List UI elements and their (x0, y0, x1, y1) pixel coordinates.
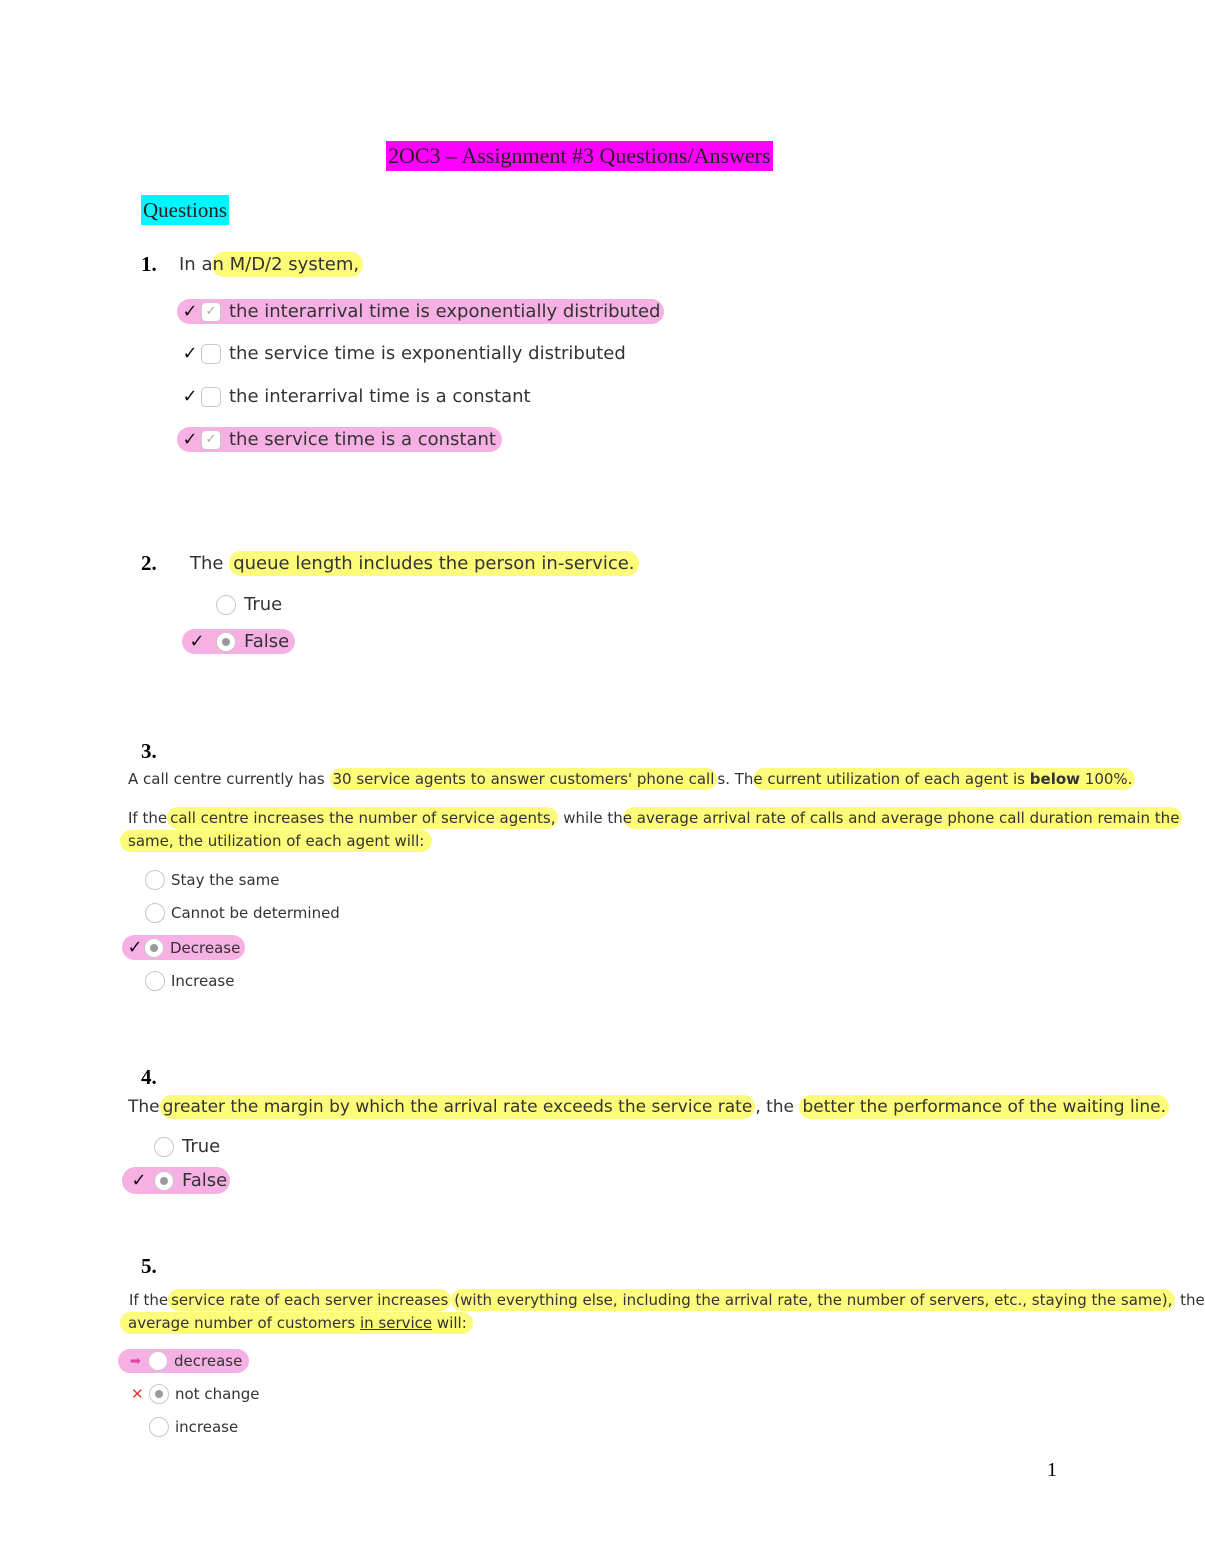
q1-stem-highlight: n M/D/2 system, (212, 252, 363, 277)
q1-option-4[interactable] (177, 427, 502, 452)
q1-number: 1. (141, 252, 157, 276)
checkbox-checked[interactable]: ✓ (201, 302, 221, 322)
q5-l1-highlight-2: (with everything else, including the arrival rate, the number of servers, etc., staying the same), (451, 1289, 1175, 1311)
q3-option-1[interactable] (145, 870, 279, 890)
radio-button[interactable] (154, 1137, 174, 1157)
q4-number: 4. (141, 1065, 157, 1089)
q3-l2-a: If the (128, 809, 168, 827)
q1-option-4-label: the service time is a constant (229, 429, 496, 450)
radio-button[interactable] (216, 595, 236, 615)
q1-stem (179, 254, 363, 275)
q5-line-2 (120, 1314, 473, 1332)
q2-number: 2. (141, 551, 157, 575)
q5-option-1[interactable] (118, 1349, 249, 1373)
q3-number: 3. (141, 739, 157, 763)
q3-option-3[interactable] (122, 935, 245, 960)
q4-option-true-label: True (182, 1136, 221, 1157)
q2-option-false-label: False (244, 631, 290, 652)
check-icon: ✓ (182, 343, 198, 364)
q5-option-3[interactable] (149, 1417, 238, 1437)
check-icon: ✓ (189, 631, 205, 652)
radio-button-selected[interactable] (216, 632, 236, 652)
q5-l2-a: average number of customers (128, 1314, 356, 1332)
q5-l2-underlined: in service (359, 1314, 433, 1332)
q3-l3-highlight: same, the utilization of each agent will: (120, 830, 432, 852)
q3-l2-highlight-1: call centre increases the number of service agents, (167, 807, 558, 829)
q2-stem-highlight: queue length includes the person in-service. (229, 551, 638, 576)
q5-number: 5. (141, 1254, 157, 1278)
q4-stem-highlight-1: greater the margin by which the arrival rate exceeds the service rate (160, 1095, 756, 1119)
q1-option-3-label: the interarrival time is a constant (229, 386, 531, 407)
q2-option-false[interactable] (182, 629, 295, 654)
radio-button[interactable] (145, 903, 165, 923)
check-icon: ✓ (127, 937, 143, 958)
checkbox-checked[interactable]: ✓ (201, 430, 221, 450)
q3-l1-highlight-1: 30 service agents to answer customers' phone call (330, 768, 718, 790)
q5-l1-highlight-1: service rate of each server increases (168, 1289, 451, 1311)
q4-stem-a: The (128, 1097, 160, 1117)
q5-line-1 (129, 1291, 1205, 1309)
q4-stem-highlight-2: better the performance of the waiting line. (799, 1095, 1169, 1119)
q5-option-2-label: not change (175, 1385, 260, 1403)
q3-option-3-label: Decrease (170, 938, 241, 957)
q3-option-4[interactable] (145, 971, 234, 991)
q4-option-false[interactable] (122, 1167, 230, 1194)
q3-option-1-label: Stay the same (171, 871, 280, 889)
q4-stem (128, 1097, 1169, 1117)
q3-line-2 (128, 809, 1182, 827)
q5-option-1-label: decrease (174, 1352, 243, 1370)
q4-stem-c: , the (755, 1097, 795, 1117)
questions-heading: Questions (141, 195, 229, 225)
check-icon: ✓ (131, 1170, 147, 1191)
q1-option-2[interactable] (179, 343, 626, 364)
q3-option-2-label: Cannot be determined (171, 904, 340, 922)
q5-l2-b: will: (436, 1314, 467, 1332)
q5-l1-a: If the (129, 1291, 169, 1309)
q3-l1-e: 100%. (1084, 770, 1133, 788)
q5-option-3-label: increase (175, 1418, 239, 1436)
q3-l2-c: while th (563, 809, 623, 827)
q3-line-1 (128, 770, 1135, 788)
radio-button[interactable] (149, 1417, 169, 1437)
q4-option-true[interactable] (154, 1136, 220, 1157)
document-title: 2OC3 – Assignment #3 Questions/Answers (386, 141, 773, 171)
q1-stem-a: In a (179, 254, 213, 275)
q3-option-2[interactable] (145, 903, 340, 923)
q3-l1-highlight-2 (753, 768, 1135, 790)
q5-l1-d: the (1180, 1291, 1205, 1309)
q2-stem (190, 553, 639, 574)
q2-option-true[interactable] (216, 594, 282, 615)
radio-button-selected[interactable] (149, 1384, 169, 1404)
q1-option-1[interactable] (177, 299, 664, 324)
q1-option-1-label: the interarrival time is exponentially distributed (229, 301, 661, 322)
q1-option-3[interactable] (179, 386, 531, 407)
radio-button[interactable] (145, 971, 165, 991)
q2-stem-a: The (190, 553, 224, 574)
checkbox[interactable] (201, 387, 221, 407)
q3-l1-bold: below (1029, 770, 1080, 788)
check-icon: ✓ (182, 386, 198, 407)
arrow-right-icon: ➡ (130, 1353, 141, 1369)
radio-button-selected[interactable] (144, 938, 164, 958)
q3-option-4-label: Increase (171, 972, 235, 990)
radio-button[interactable] (148, 1351, 168, 1371)
page-number: 1 (1047, 1459, 1057, 1481)
check-icon: ✓ (182, 301, 198, 322)
q3-l2-highlight-2: e average arrival rate of calls and average phone call duration remain the (623, 807, 1183, 829)
cross-icon: ✕ (131, 1385, 144, 1403)
q2-option-true-label: True (244, 594, 283, 615)
radio-button-selected[interactable] (154, 1171, 174, 1191)
q3-l1-a: A call centre currently has (128, 770, 325, 788)
q1-option-2-label: the service time is exponentially distributed (229, 343, 626, 364)
check-icon: ✓ (182, 429, 198, 450)
q3-line-3 (120, 832, 432, 850)
q4-option-false-label: False (182, 1170, 228, 1191)
q5-option-2[interactable] (131, 1384, 260, 1404)
radio-button[interactable] (145, 870, 165, 890)
checkbox[interactable] (201, 344, 221, 364)
q3-l1-c: s. Th (717, 770, 754, 788)
q3-l1-d: e current utilization of each agent is (753, 770, 1025, 788)
